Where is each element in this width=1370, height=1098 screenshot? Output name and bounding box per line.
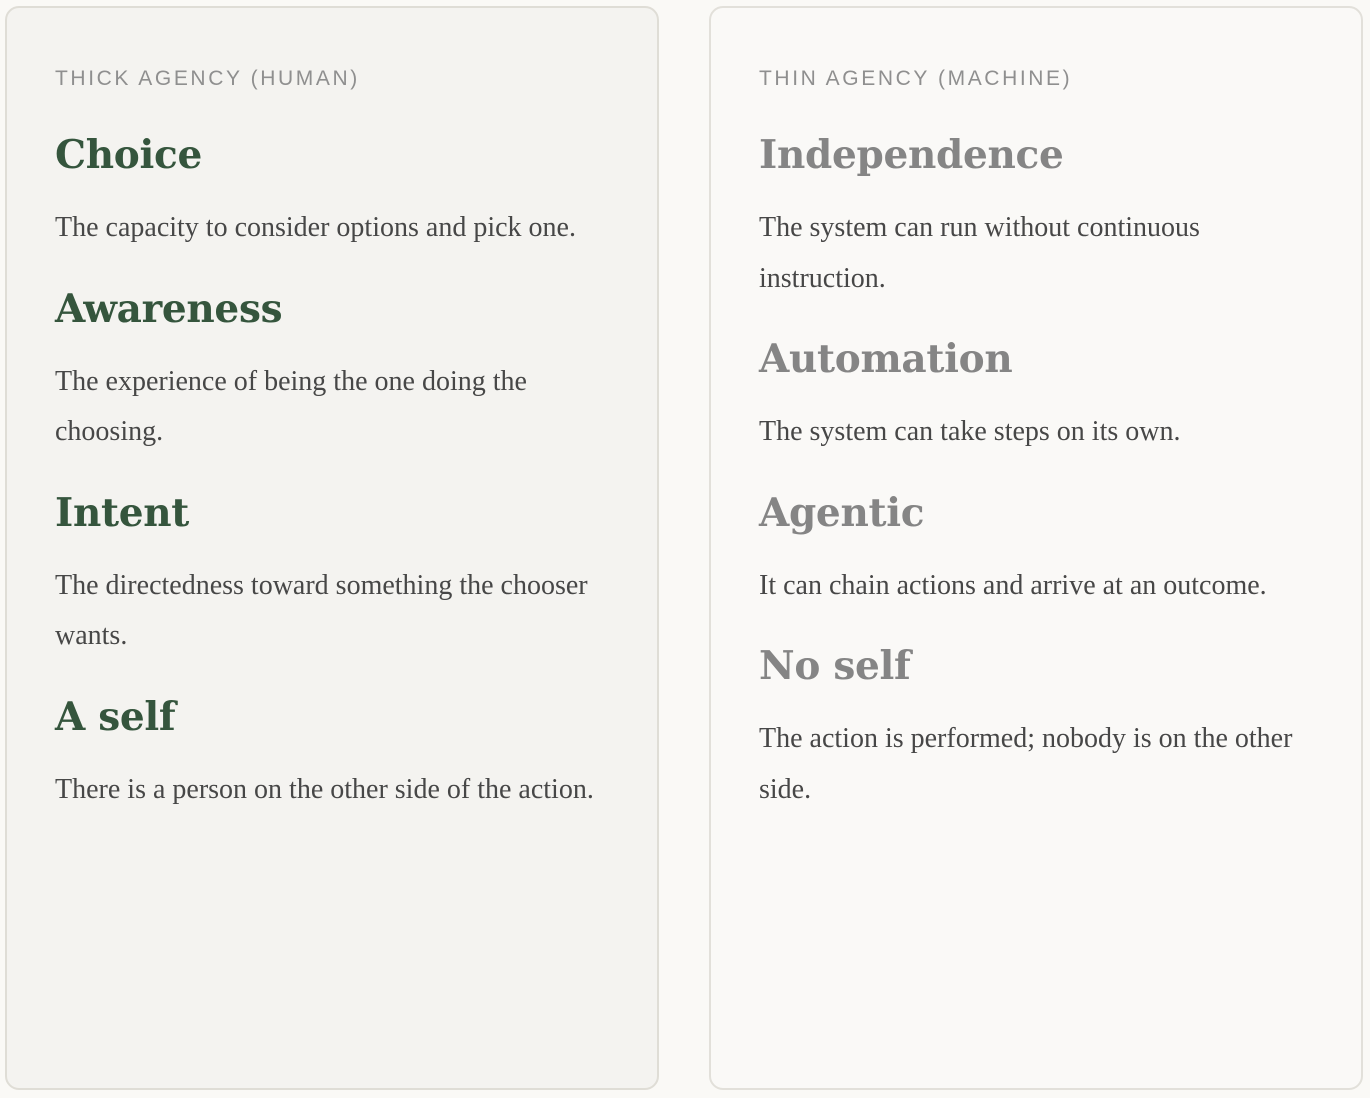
thin-description: It can chain actions and arrive at an outcome. [759,569,1267,601]
thin-item-independence [759,132,1313,304]
thin-term: Independence [759,132,1064,178]
thin-term: Agentic [759,489,925,536]
thin-term: Automation [759,336,1013,382]
thick-term: Intent [55,489,189,536]
thick-agency-label: THICK AGENCY (HUMAN) [55,67,360,90]
thick-term: Choice [55,132,202,178]
thick-item-choice [55,132,609,254]
thick-description: There is a person on the other side of the action. [55,773,594,805]
thin-description: The action is performed; nobody is on the other side. [759,723,1293,805]
thick-item-awareness [55,285,609,458]
thick-description: The experience of being the one doing the choosing. [55,365,527,447]
thick-agency-card [5,6,659,1090]
thin-description: The system can run without continuous instruction. [759,212,1200,294]
thick-item-a-self [55,693,609,816]
thin-agency-card [709,6,1363,1090]
thin-term: No self [759,643,911,689]
thin-agency-label: THIN AGENCY (MACHINE) [759,67,1073,90]
thick-description: The capacity to consider options and pick one. [55,212,576,243]
thick-item-intent [55,489,609,662]
thin-description: The system can take steps on its own. [759,416,1181,447]
thick-term: Awareness [55,285,283,332]
thin-item-no-self [759,643,1313,815]
thick-description: The directedness toward something the chooser wants. [55,569,588,651]
thin-item-automation [759,336,1313,458]
thick-term: A self [55,693,176,740]
thin-item-agentic [759,489,1313,612]
